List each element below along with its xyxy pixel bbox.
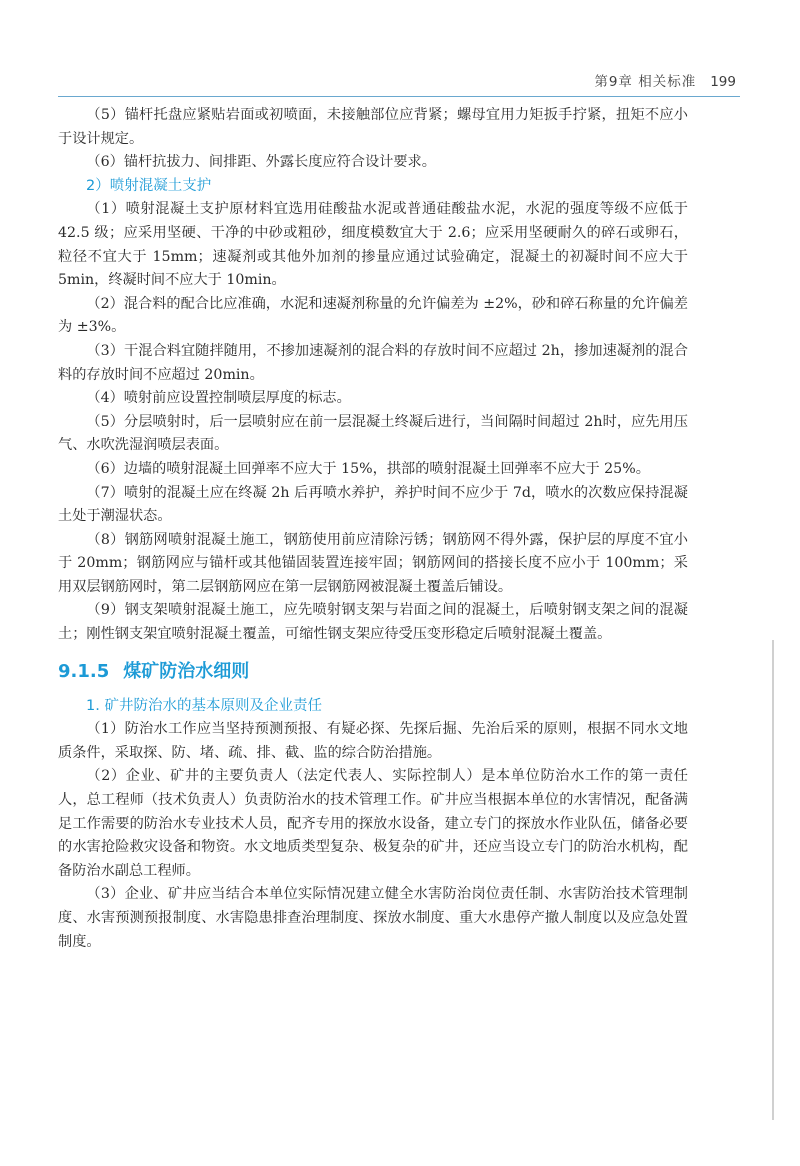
page-body: [58, 104, 688, 954]
paragraph: （2）企业、矿井的主要负责人（法定代表人、实际控制人）是本单位防治水工作的第一责任人，总工程师（技术负责人）负责防治水的技术管理工作。矿井应当根据本单位的水害情况，配备满足工作需要的防治水专业技术人员，配齐专用的探放水设备，建立专门的探放水作业队伍，储备必要的水害抢险救灾设备和物资。水文地质类型复杂、极复杂的矿井，还应当设立专门的防治水机构，配备防治水副总工程师。: [58, 768, 688, 879]
paragraph: （5）分层喷射时，后一层喷射应在前一层混凝土终凝后进行，当间隔时间超过 2h时，应先用压气、水吹洗湿润喷层表面。: [58, 413, 688, 454]
paragraph: （1）喷射混凝土支护原材料宜选用硅酸盐水泥或普通硅酸盐水泥，水泥的强度等级不应低于 42.5 级；应采用坚硬、干净的中砂或粗砂，细度模数宜大于 2.6；应采用坚硬耐久的碎石或卵石，粒径不宜大于 15mm；速凝剂或其他外加剂的掺量应通过试验确定，混凝土的初凝时间不应大于 5min，终凝时间不应大于 10min。: [58, 201, 688, 289]
paragraph: （1）防治水工作应当坚持预测预报、有疑必探、先探后掘、先治后采的原则，根据不同水文地质条件，采取探、防、堵、疏、排、截、监的综合防治措施。: [58, 721, 688, 761]
section-number: 9.1.5: [58, 660, 110, 682]
section-heading: [58, 659, 688, 685]
running-header: [58, 70, 740, 97]
paragraph: （3）干混合料宜随拌随用，不掺加速凝剂的混合料的存放时间不应超过 2h，掺加速凝剂的混合料的存放时间不应超过 20min。: [58, 342, 688, 383]
paragraph: （8）钢筋网喷射混凝土施工，钢筋使用前应清除污锈；钢筋网不得外露，保护层的厚度不宜小于 20mm；钢筋网应与锚杆或其他锚固装置连接牢固；钢筋网间的搭接长度不应小于 100mm；采用双层钢筋网时，第二层钢筋网应在第一层钢筋网被混凝土覆盖后铺设。: [58, 531, 688, 595]
chapter-title: 第9章 相关标准: [594, 74, 697, 90]
paragraph: （4）喷射前应设置控制喷层厚度的标志。: [86, 390, 351, 407]
paragraph: （6）锚杆抗拔力、间排距、外露长度应符合设计要求。: [86, 154, 436, 171]
paragraph: （6）边墙的喷射混凝土回弹率不应大于 15%，拱部的喷射混凝土回弹率不应大于 25%。: [86, 460, 650, 477]
paragraph: （7）喷射的混凝土应在终凝 2h 后再喷水养护，养护时间不应少于 7d，喷水的次数应保持混凝土处于潮湿状态。: [58, 484, 688, 525]
header-text: [594, 70, 736, 90]
page-number: 199: [710, 74, 736, 90]
subheading: 1. 矿井防治水的基本原则及企业责任: [86, 697, 322, 714]
paragraph: （2）混合料的配合比应准确，水泥和速凝剂称量的允许偏差为 ±2%，砂和碎石称量的允许偏差为 ±3%。: [58, 295, 688, 336]
paragraph: （3）企业、矿井应当结合本单位实际情况建立健全水害防治岗位责任制、水害防治技术管理制度、水害预测预报制度、水害隐患排查治理制度、探放水制度、重大水患停产撤人制度以及应急处置制度。: [58, 886, 688, 950]
subheading: 2）喷射混凝土支护: [86, 177, 212, 194]
section-title: 煤矿防治水细则: [123, 660, 250, 682]
paragraph: （9）钢支架喷射混凝土施工，应先喷射钢支架与岩面之间的混凝土，后喷射钢支架之间的混凝土；刚性钢支架宜喷射混凝土覆盖，可缩性钢支架应待受压变形稳定后喷射混凝土覆盖。: [58, 602, 688, 643]
paragraph: （5）锚杆托盘应紧贴岩面或初喷面，未接触部位应背紧；螺母宜用力矩扳手拧紧，扭矩不应小于设计规定。: [58, 107, 688, 147]
page-edge-shadow: [772, 640, 774, 1120]
